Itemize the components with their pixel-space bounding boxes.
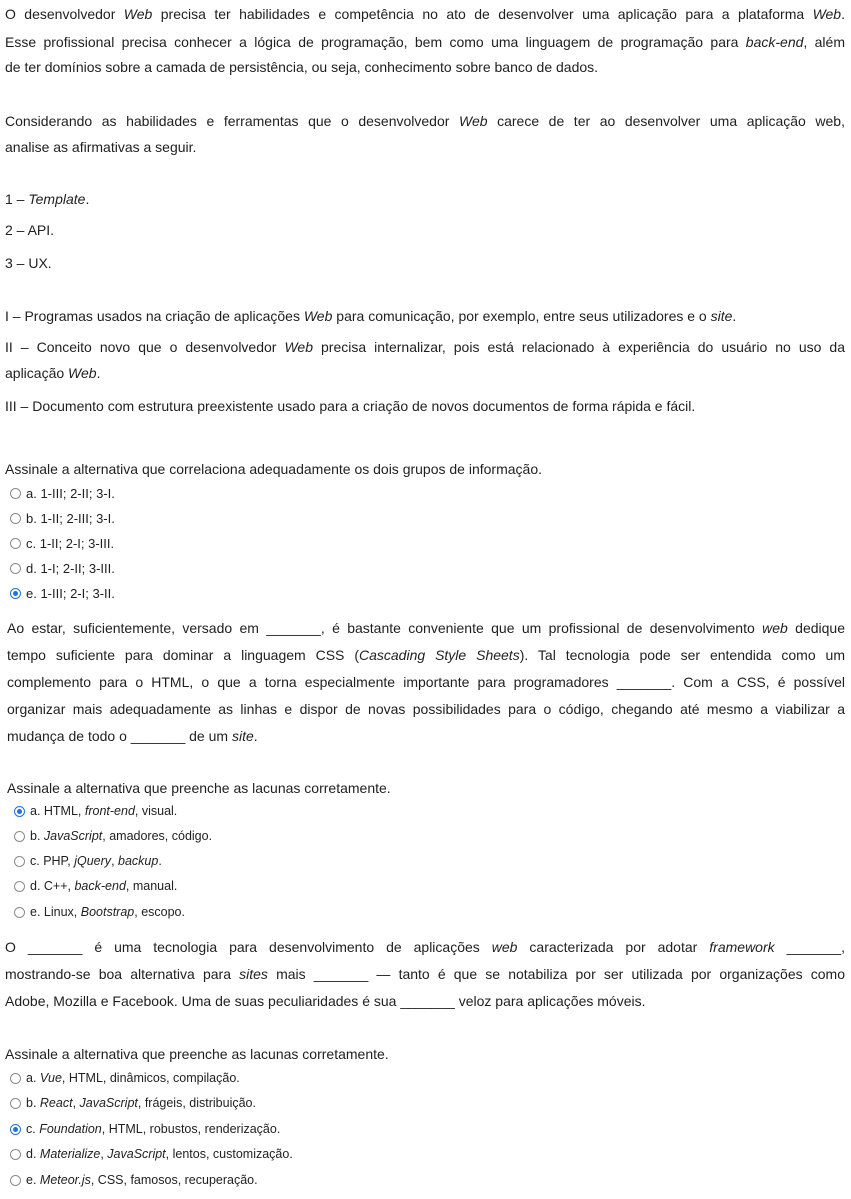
q1-consider-line	[5, 137, 845, 157]
text-run: 1 –	[5, 191, 29, 207]
text-run: mudança de todo o _______ de um	[7, 728, 232, 744]
option-label	[26, 586, 115, 601]
italic-term: Template	[28, 191, 86, 207]
text-run: ). Tal tecnologia pode ser entendida como um	[519, 647, 845, 663]
text-run: mostrando-se boa alternativa para	[5, 966, 240, 982]
italic-term: JavaScript	[107, 1147, 166, 1161]
option-label	[26, 1147, 293, 1161]
radio-button-icon[interactable]	[10, 1073, 21, 1084]
text-run: _______,	[774, 939, 845, 955]
text-run: , além	[803, 34, 845, 50]
q1-definition-ii	[5, 337, 845, 357]
text-run: Assinale a alternativa que correlaciona adequadamente os dois grupos de informação.	[5, 461, 543, 477]
option-label	[26, 486, 115, 501]
q1-definition-i	[5, 306, 845, 326]
q2-prompt	[7, 778, 845, 798]
radio-button-icon[interactable]	[10, 1149, 21, 1160]
italic-term: Web	[68, 365, 97, 381]
italic-term: backup	[118, 854, 159, 868]
text-run: ,	[100, 1147, 108, 1161]
text-run: complemento para o HTML, o que a torna especialmente importante para programadores _______. Com a CSS, é possível	[7, 674, 845, 690]
text-run: O _______ é uma tecnologia para desenvolvimento de aplicações	[5, 939, 492, 955]
option-label	[30, 879, 177, 893]
italic-term: Vue	[39, 1071, 62, 1085]
text-run: e. 1-III; 2-I; 3-II.	[26, 585, 115, 601]
radio-button-icon[interactable]	[14, 907, 25, 918]
text-run: d. C++,	[30, 879, 75, 893]
q2-option-d[interactable]	[14, 877, 177, 895]
q2-option-e[interactable]	[14, 903, 185, 921]
q1-definition-iii	[5, 396, 845, 416]
option-label	[26, 1096, 256, 1110]
radio-button-icon[interactable]	[10, 1098, 21, 1109]
text-run: mais _______ — tanto é que se notabiliza por ser utilizada por organizações como	[267, 966, 846, 982]
text-run: ,	[111, 854, 119, 868]
radio-button-icon[interactable]	[10, 538, 21, 549]
q1-option-d[interactable]	[10, 559, 115, 577]
italic-term: Web	[812, 6, 842, 22]
text-run: .	[732, 308, 737, 324]
text-run: 2 – API.	[5, 222, 55, 238]
text-run: c. PHP,	[30, 854, 75, 868]
q1-item-ux	[5, 253, 845, 273]
q2-option-b[interactable]	[14, 827, 212, 845]
text-run: .	[158, 854, 162, 868]
italic-term: web	[491, 939, 518, 955]
radio-button-icon[interactable]	[10, 488, 21, 499]
text-run: , manual.	[125, 879, 178, 893]
italic-term: framework	[709, 939, 775, 955]
italic-term: jQuery	[74, 854, 112, 868]
q3-body-line	[5, 964, 845, 984]
option-label	[26, 1071, 240, 1085]
q1-item-template	[5, 189, 845, 209]
radio-button-icon[interactable]	[14, 856, 25, 867]
italic-term: Web	[123, 6, 153, 22]
text-run: .	[253, 728, 258, 744]
radio-button-icon[interactable]	[14, 881, 25, 892]
text-run: Adobe, Mozilla e Facebook. Uma de suas peculiaridades é sua _______ veloz para aplicações móveis.	[5, 993, 646, 1009]
q1-definition-ii-cont	[5, 363, 845, 383]
italic-term: back-end	[74, 879, 126, 893]
text-run: ,	[72, 1096, 80, 1110]
text-run: d. 1-I; 2-II; 3-III.	[26, 560, 115, 576]
italic-term: Cascading Style Sheets	[358, 647, 520, 663]
text-run: carece de ter ao desenvolver uma aplicação web,	[487, 113, 845, 129]
radio-button-icon[interactable]	[14, 806, 25, 817]
text-run: .	[96, 365, 101, 381]
q3-option-e[interactable]	[10, 1171, 258, 1189]
text-run: precisa internalizar, pois está relacionado à experiência do usuário no uso da	[313, 339, 845, 355]
italic-term: sites	[239, 966, 268, 982]
option-label	[26, 1122, 280, 1136]
text-run: , HTML, dinâmicos, compilação.	[61, 1071, 240, 1085]
option-label	[30, 804, 177, 818]
q1-prompt	[5, 459, 845, 479]
text-run: , lentos, customização.	[165, 1147, 293, 1161]
radio-button-icon[interactable]	[10, 513, 21, 524]
q2-option-a[interactable]	[14, 802, 177, 820]
radio-button-icon[interactable]	[14, 831, 25, 842]
q2-body-line	[7, 618, 845, 638]
text-run: aplicação	[5, 365, 69, 381]
text-run: d.	[26, 1147, 40, 1161]
q1-option-e[interactable]	[10, 584, 115, 602]
text-run: c. 1-II; 2-I; 3-III.	[26, 535, 115, 551]
option-label	[30, 905, 185, 919]
italic-term: web	[762, 620, 788, 636]
text-run: a.	[26, 1071, 40, 1085]
italic-term: back-end	[745, 34, 804, 50]
q2-body-line	[7, 699, 845, 719]
option-label	[26, 561, 115, 576]
radio-button-icon[interactable]	[10, 563, 21, 574]
q3-body-line	[5, 991, 845, 1011]
text-run: tempo suficiente para dominar a linguagem CSS (	[7, 647, 359, 663]
option-label	[26, 1173, 258, 1187]
text-run: , amadores, código.	[102, 829, 213, 843]
italic-term: site	[231, 728, 254, 744]
radio-button-icon[interactable]	[10, 588, 21, 599]
text-run: precisa ter habilidades e competência no ato de desenvolver uma aplicação para a plataforma	[152, 6, 813, 22]
italic-term: JavaScript	[79, 1096, 138, 1110]
q3-option-d[interactable]	[10, 1145, 293, 1163]
text-run: e. Linux,	[30, 905, 81, 919]
text-run: de ter domínios sobre a camada de persistência, ou seja, conhecimento sobre banco de dados.	[5, 59, 599, 75]
text-run: b.	[30, 829, 44, 843]
q2-body-line	[7, 726, 845, 746]
q1-intro-line	[5, 57, 845, 77]
text-run: , CSS, famosos, recuperação.	[90, 1173, 258, 1187]
text-run: b.	[26, 1096, 40, 1110]
q1-intro-line	[5, 32, 845, 52]
option-label	[30, 854, 162, 868]
text-run: , HTML, robustos, renderização.	[101, 1122, 281, 1136]
text-run: O desenvolvedor	[5, 6, 124, 22]
italic-term: Meteor.js	[39, 1173, 91, 1187]
text-run: para comunicação, por exemplo, entre seus utilizadores e o	[332, 308, 711, 324]
italic-term: site	[710, 308, 733, 324]
radio-button-icon[interactable]	[10, 1175, 21, 1186]
option-label	[30, 829, 212, 843]
italic-term: Web	[284, 339, 314, 355]
option-label	[26, 511, 115, 526]
italic-term: Web	[458, 113, 488, 129]
q1-consider-line	[5, 111, 845, 131]
q1-option-c[interactable]	[10, 534, 114, 552]
text-run: Ao estar, suficientemente, versado em _______, é bastante conveniente que um profissional de desenvolvimento	[7, 620, 763, 636]
italic-term: Foundation	[39, 1122, 102, 1136]
text-run: .	[841, 6, 845, 22]
text-run: 3 – UX.	[5, 255, 52, 271]
text-run: II – Conceito novo que o desenvolvedor	[5, 339, 285, 355]
q3-prompt	[5, 1044, 845, 1064]
text-run: , escopo.	[134, 905, 185, 919]
italic-term: JavaScript	[43, 829, 103, 843]
text-run: a. 1-III; 2-II; 3-I.	[26, 485, 115, 501]
q3-body-line	[5, 937, 845, 957]
q2-body-line	[7, 672, 845, 692]
text-run: , frágeis, distribuição.	[137, 1096, 256, 1110]
text-run: e.	[26, 1173, 40, 1187]
text-run: a. HTML,	[30, 804, 85, 818]
q2-body-line	[7, 645, 845, 665]
text-run: analise as afirmativas a seguir.	[5, 139, 197, 155]
text-run: dedique	[787, 620, 846, 636]
q1-option-b[interactable]	[10, 509, 115, 527]
text-run: .	[85, 191, 90, 207]
text-run: III – Documento com estrutura preexistente usado para a criação de novos documentos de forma rápida e fácil.	[5, 398, 696, 414]
q2-option-c[interactable]	[14, 852, 162, 870]
option-label	[26, 536, 114, 551]
text-run: b. 1-II; 2-III; 3-I.	[26, 510, 115, 526]
q1-item-api	[5, 220, 845, 240]
radio-button-icon[interactable]	[10, 1124, 21, 1135]
text-run: Assinale a alternativa que preenche as lacunas corretamente.	[7, 780, 391, 796]
text-run: , visual.	[134, 804, 178, 818]
q3-option-b[interactable]	[10, 1094, 256, 1112]
text-run: Considerando as habilidades e ferramentas que o desenvolvedor	[5, 113, 459, 129]
text-run: caracterizada por adotar	[517, 939, 710, 955]
text-run: organizar mais adequadamente as linhas e dispor de novas possibilidades para o código, chegando até mesmo a viabilizar a	[7, 701, 845, 717]
italic-term: Materialize	[39, 1147, 101, 1161]
q1-option-a[interactable]	[10, 484, 115, 502]
q3-option-c[interactable]	[10, 1120, 280, 1138]
italic-term: React	[39, 1096, 73, 1110]
q1-intro-line	[5, 4, 845, 24]
text-run: Esse profissional precisa conhecer a lógica de programação, bem como uma linguagem de programação para	[5, 34, 746, 50]
text-run: I – Programas usados na criação de aplicações	[5, 308, 304, 324]
italic-term: front-end	[84, 804, 135, 818]
italic-term: Bootstrap	[80, 905, 135, 919]
q3-option-a[interactable]	[10, 1069, 240, 1087]
text-run: Assinale a alternativa que preenche as lacunas corretamente.	[5, 1046, 389, 1062]
text-run: c.	[26, 1122, 40, 1136]
italic-term: Web	[303, 308, 333, 324]
